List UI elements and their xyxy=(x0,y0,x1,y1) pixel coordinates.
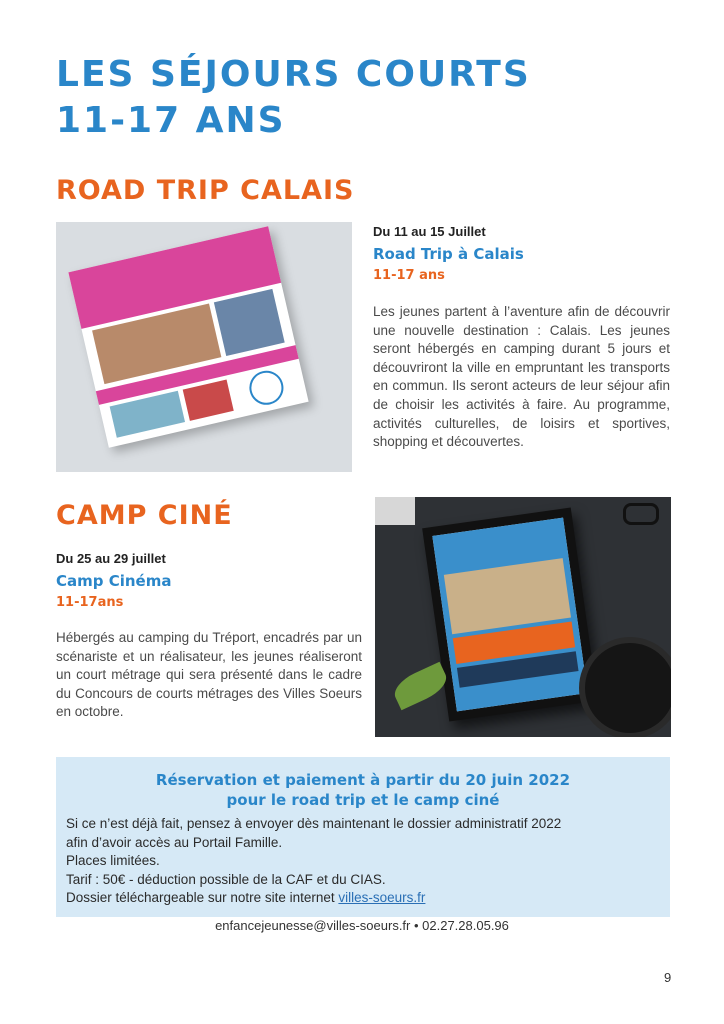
logo-icon xyxy=(246,367,287,408)
camp-cine-frame-image xyxy=(375,497,671,737)
road-trip-description: Les jeunes partent à l’aventure afin de découvrir une nouvelle destination : Calais. Les jeunes seront hébergés en camping durant 5 jours et découvriront la ville en empruntant les transports en commun. Ils seront acteurs de leur séjour afin de choisir les activités à faire. Au programme, activités culturelles, de loisirs et sportives, shopping et découvertes. xyxy=(373,304,670,450)
camera-lens-icon xyxy=(579,637,671,737)
camp-cine-description: Hébergés au camping du Tréport, encadrés par un scénariste et un réalisateur, les jeunes réaliseront un court métrage qui sera présenté dans le cadre du Concours de courts métrages des Villes Soeurs en octobre. xyxy=(56,630,362,720)
website-link[interactable]: villes-soeurs.fr xyxy=(338,890,426,906)
camp-cine-date: Du 25 au 29 juillet xyxy=(56,551,166,566)
road-trip-flyer-image xyxy=(56,222,352,472)
poster-frame xyxy=(422,508,598,722)
info-line-4: Tarif : 50€ - déduction possible de la CAF et du CIAS. xyxy=(66,871,386,887)
page-title-line-2: 11-17 ANS xyxy=(56,100,286,141)
road-trip-date: Du 11 au 15 Juillet xyxy=(373,224,486,239)
info-line-3: Places limitées. xyxy=(66,853,160,869)
info-line-1: Si ce n’est déjà fait, pensez à envoyer dès maintenant le dossier administratif 2022 xyxy=(66,816,562,831)
camp-cine-title: CAMP CINÉ xyxy=(56,500,233,531)
page-title xyxy=(56,52,656,144)
contact-info: enfancejeunesse@villes-soeurs.fr • 02.27.28.05.96 xyxy=(215,918,509,933)
glasses-icon xyxy=(623,503,659,525)
page-title-line-1: LES SÉJOURS COURTS xyxy=(56,54,531,95)
road-trip-flyer xyxy=(68,226,308,448)
road-trip-title: ROAD TRIP CALAIS xyxy=(56,175,355,206)
road-trip-age: 11-17 ans xyxy=(373,268,445,283)
reservation-heading: Réservation et paiement à partir du 20 juin 2022 pour le road trip et le camp ciné xyxy=(155,771,571,809)
info-line-5: Dossier téléchargeable sur notre site internet xyxy=(66,890,339,906)
camp-cine-age: 11-17ans xyxy=(56,595,124,610)
road-trip-subtitle: Road Trip à Calais xyxy=(373,245,524,263)
info-line-2: afin d’avoir accès au Portail Famille. xyxy=(66,834,283,850)
reservation-details xyxy=(66,815,561,908)
leaf-icon xyxy=(390,662,452,711)
reservation-info-box xyxy=(56,757,670,917)
camp-cine-subtitle: Camp Cinéma xyxy=(56,572,172,590)
page-number: 9 xyxy=(664,970,672,985)
